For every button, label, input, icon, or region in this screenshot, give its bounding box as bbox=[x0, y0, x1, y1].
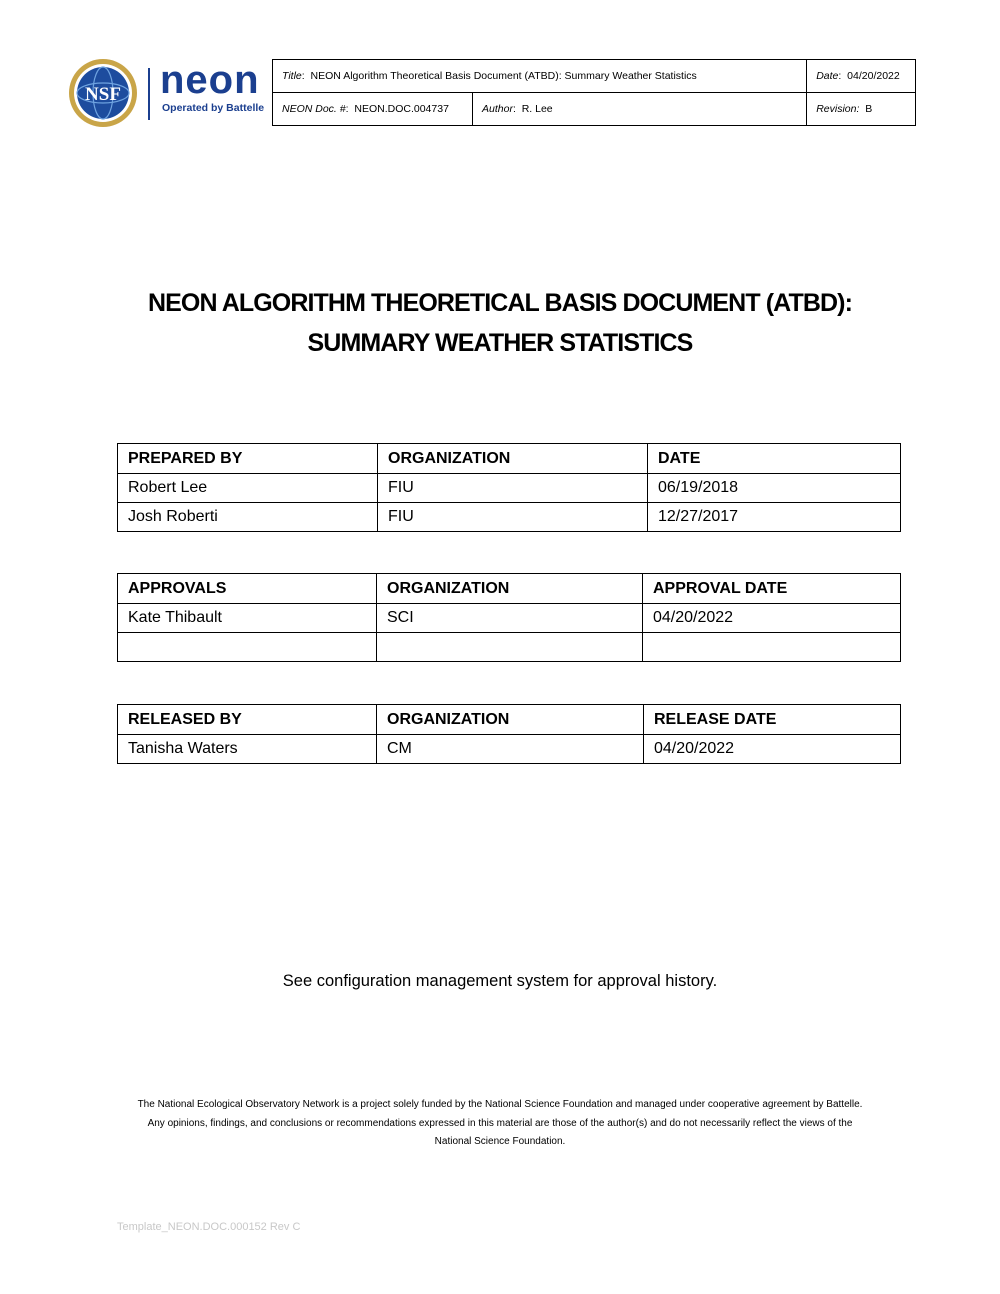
header-doc-value: NEON.DOC.004737 bbox=[354, 103, 449, 115]
table-cell: 12/27/2017 bbox=[648, 503, 901, 532]
document-title bbox=[60, 283, 940, 363]
document-title-line1: NEON ALGORITHM THEORETICAL BASIS DOCUMENT (ATBD): bbox=[147, 289, 852, 317]
table-cell bbox=[643, 633, 901, 662]
funding-disclaimer bbox=[100, 1096, 900, 1152]
column-header: RELEASED BY bbox=[118, 705, 377, 735]
header-doc-label: NEON Doc. # bbox=[282, 103, 346, 115]
table-row bbox=[118, 633, 901, 662]
neon-logo bbox=[68, 58, 268, 128]
table-cell: 04/20/2022 bbox=[644, 735, 901, 764]
table-header-row bbox=[118, 705, 901, 735]
released-by-table bbox=[117, 704, 901, 764]
nsf-seal-text: NSF bbox=[85, 84, 121, 105]
header-date-cell: Date: 04/20/2022 bbox=[807, 60, 916, 93]
operated-by-tagline: Operated by Battelle bbox=[162, 102, 265, 114]
header-author-value: R. Lee bbox=[521, 103, 553, 115]
neon-wordmark: neon bbox=[160, 58, 260, 102]
disclaimer-line: National Science Foundation. bbox=[434, 1136, 566, 1147]
table-header-row bbox=[118, 574, 901, 604]
table-header-row bbox=[118, 444, 901, 474]
prepared-by-table bbox=[117, 443, 901, 532]
header-date-label: Date bbox=[816, 70, 839, 82]
table-row bbox=[118, 474, 901, 503]
header-revision-cell bbox=[807, 93, 916, 126]
table-cell: FIU bbox=[378, 474, 648, 503]
table-cell bbox=[118, 633, 377, 662]
header-doc-number-cell: NEON Doc. #: NEON.DOC.004737 bbox=[273, 93, 473, 126]
table-cell: Kate Thibault bbox=[118, 604, 377, 633]
header-revision-value: B bbox=[865, 103, 873, 115]
header-date-value: 04/20/2022 bbox=[847, 70, 900, 82]
disclaimer-line: The National Ecological Observatory Network is a project solely funded by the National Science Foundation and managed under cooperative agreement by Battelle. bbox=[137, 1099, 863, 1110]
disclaimer-line: Any opinions, findings, and conclusions or recommendations expressed in this material are those of the author(s) and do not necessarily reflect the views of the bbox=[147, 1117, 853, 1129]
configuration-note: See configuration management system for approval history. bbox=[282, 972, 718, 990]
table-cell: SCI bbox=[377, 604, 643, 633]
table-cell: Robert Lee bbox=[118, 474, 378, 503]
table-cell: 06/19/2018 bbox=[648, 474, 901, 503]
logo-divider bbox=[148, 68, 150, 120]
column-header: ORGANIZATION bbox=[377, 705, 644, 735]
column-header: APPROVAL DATE bbox=[643, 574, 901, 604]
header-title-value: NEON Algorithm Theoretical Basis Document (ATBD): Summary Weather Statistics bbox=[310, 70, 697, 82]
table-cell: CM bbox=[377, 735, 644, 764]
column-header: APPROVALS bbox=[118, 574, 377, 604]
column-header: PREPARED BY bbox=[118, 444, 378, 474]
table-cell: Josh Roberti bbox=[118, 503, 378, 532]
table-row bbox=[118, 735, 901, 764]
document-title-line2: SUMMARY WEATHER STATISTICS bbox=[307, 329, 693, 357]
column-header: DATE bbox=[648, 444, 901, 474]
table-cell: 04/20/2022 bbox=[643, 604, 901, 633]
header-author-label: Author bbox=[482, 103, 513, 115]
header-title-label: Title bbox=[282, 70, 302, 82]
column-header: ORGANIZATION bbox=[378, 444, 648, 474]
column-header: ORGANIZATION bbox=[377, 574, 643, 604]
table-row bbox=[118, 604, 901, 633]
header-author-cell: Author: R. Lee bbox=[473, 93, 807, 126]
table-cell: Tanisha Waters bbox=[118, 735, 377, 764]
template-identifier: Template_NEON.DOC.000152 Rev C bbox=[117, 1221, 301, 1233]
table-cell: FIU bbox=[378, 503, 648, 532]
table-cell bbox=[377, 633, 643, 662]
table-row bbox=[118, 503, 901, 532]
approvals-table bbox=[117, 573, 901, 662]
column-header: RELEASE DATE bbox=[644, 705, 901, 735]
nsf-seal-icon bbox=[68, 58, 138, 128]
header-title-cell: Title: NEON Algorithm Theoretical Basis Document (ATBD): Summary Weather Statistics bbox=[273, 60, 807, 93]
document-header-table bbox=[272, 59, 916, 126]
header-revision-label: Revision: bbox=[816, 103, 860, 115]
